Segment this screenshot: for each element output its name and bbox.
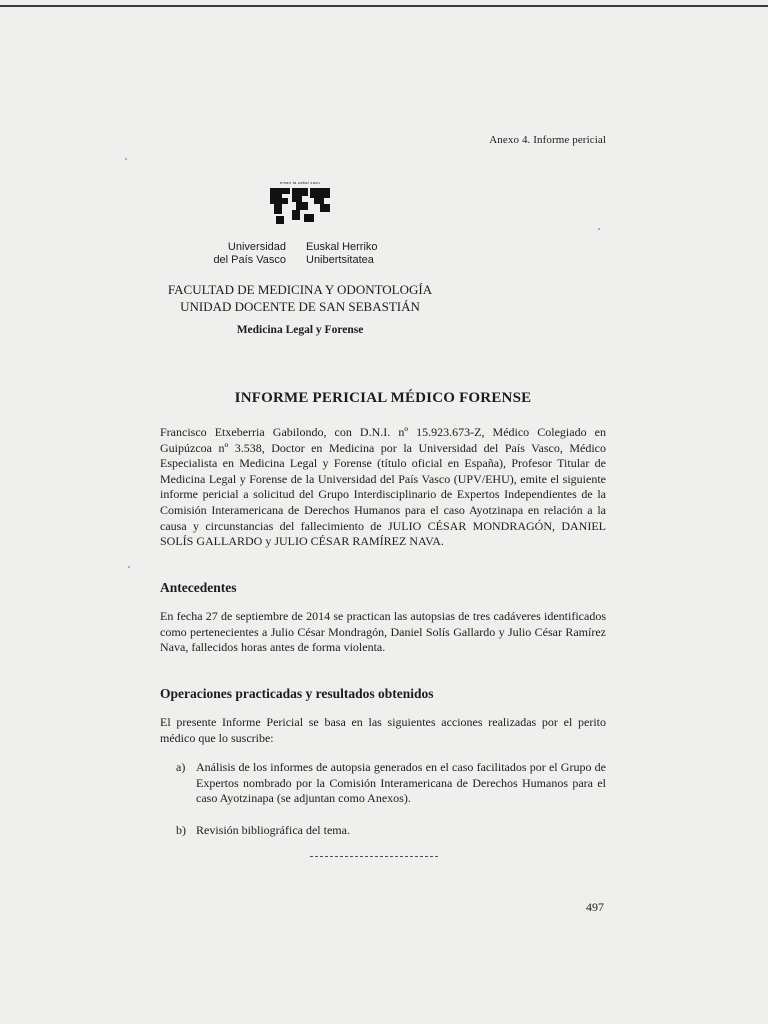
list-item <box>176 760 606 807</box>
list-marker: b) <box>176 823 186 837</box>
intro-paragraph: Francisco Etxeberria Gabilondo, con D.N.I. nº 15.923.673-Z, Médico Colegiado en Guipúzcoa nº 3.538, Doctor en Medicina por la Universidad del País Vasco, Médico Especialista en Medicina Legal y Forense (título oficial en España), Profesor Titular de Medicina Legal y Forense de la Universidad del País Vasco (UPV/EHU), emite el siguiente informe pericial a solicitud del Grupo Interdisciplinario de Expertos Independientes de la Comisión Interamericana de Derechos Humanos para el caso Ayotzinapa en relación a la causa y circunstancias del fallecimiento de JULIO CÉSAR MONDRAGÓN, DANIEL SOLÍS GALLARDO y JULIO CÉSAR RAMÍREZ NAVA. <box>160 425 606 549</box>
list-marker: a) <box>176 760 186 774</box>
logo-motto: eman ta zabal zazu <box>279 180 321 185</box>
document-title: INFORME PERICIAL MÉDICO FORENSE <box>234 390 532 406</box>
faculty-line2: UNIDAD DOCENTE DE SAN SEBASTIÁN <box>180 299 420 314</box>
section-heading-operaciones: Operaciones practicadas y resultados obtenidos <box>160 686 434 701</box>
university-name-es-line1: Universidad <box>227 241 286 253</box>
section-heading-antecedentes: Antecedentes <box>160 580 237 595</box>
section-separator <box>310 856 438 857</box>
university-name-spanish <box>202 241 286 267</box>
operaciones-paragraph: El presente Informe Pericial se basa en las siguientes acciones realizadas por el perito médico que lo suscribe: <box>160 715 606 745</box>
antecedentes-paragraph: En fecha 27 de septiembre de 2014 se practican las autopsias de tres cadáveres identificados como pertenecientes a Julio César Mondragón, Daniel Solís Gallardo y Julio César Ramírez Nava, fallecidos horas antes de forma violenta. <box>160 609 606 655</box>
list-item-text: Revisión bibliográfica del tema. <box>196 823 350 837</box>
university-name-es-line2: del País Vasco <box>213 254 286 266</box>
list-item <box>176 823 606 839</box>
annex-header-note: Anexo 4. Informe pericial <box>489 134 606 146</box>
top-scan-edge <box>0 5 768 7</box>
department-name: Medicina Legal y Forense <box>236 324 364 336</box>
scan-speck <box>598 228 600 230</box>
page-number: 497 <box>586 900 604 914</box>
university-name-eu-line2: Unibertsitatea <box>306 254 374 266</box>
upv-ehu-logo-icon <box>268 186 332 226</box>
faculty-line1: FACULTAD DE MEDICINA Y ODONTOLOGÍA <box>167 282 433 297</box>
faculty-block <box>150 281 450 315</box>
scan-speck <box>125 158 127 160</box>
university-name-eu-line1: Euskal Herriko <box>306 241 378 253</box>
list-item-text: Análisis de los informes de autopsia generados en el caso facilitados por el Grupo de Expertos nombrado por la Comisión Interamericana de Derechos Humanos para el caso Ayotzinapa (se adjuntan como Anexos). <box>196 760 606 806</box>
university-name-basque <box>306 241 406 267</box>
university-logo <box>268 180 332 230</box>
scan-speck <box>128 566 130 568</box>
